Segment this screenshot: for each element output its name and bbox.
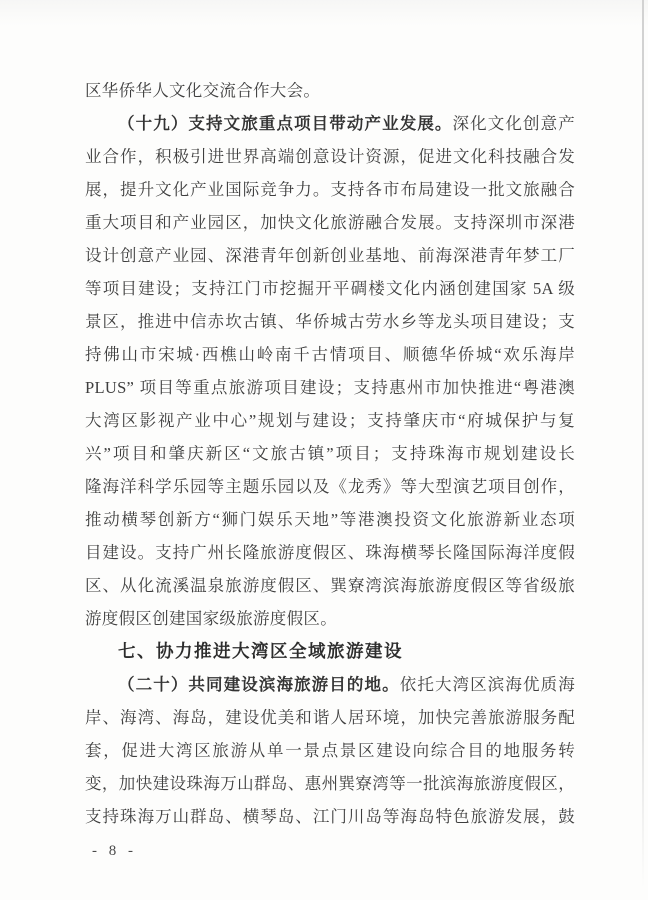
line-text: 支持珠海万山群岛、横琴岛、江门川岛等海岛特色旅游发展，鼓: [85, 807, 575, 826]
document-body: [85, 74, 575, 833]
text-line: [85, 173, 575, 206]
line-text: PLUS” 项目等重点旅游项目建设；支持惠州市加快推进“粤港澳: [85, 378, 575, 397]
line-text: 重大项目和产业园区，加快文化旅游融合发展。支持深圳市深港: [85, 213, 575, 232]
text-line: [85, 767, 575, 800]
page-edge-shadow: [642, 0, 644, 888]
text-line: [85, 569, 575, 602]
text-line: [85, 74, 575, 107]
line-text: 区、从化流溪温泉旅游度假区、巽寮湾滨海旅游度假区等省级旅: [85, 576, 575, 595]
line-text: 大湾区影视产业中心”规划与建设；支持肇庆市“府城保护与复: [85, 411, 575, 430]
text-line: [85, 239, 575, 272]
line-text: 业合作，积极引进世界高端创意设计资源，促进文化科技融合发: [85, 147, 575, 166]
paragraph-number-lead: （二十）共同建设滨海旅游目的地。: [118, 675, 400, 694]
line-text: 推动横琴创新方“狮门娱乐天地”等港澳投资文化旅游新业态项: [85, 510, 575, 529]
text-line: [85, 536, 575, 569]
line-text: 套，促进大湾区旅游从单一景点景区建设向综合目的地服务转: [85, 741, 575, 760]
line-text: 依托大湾区滨海优质海: [399, 675, 575, 694]
text-line: [85, 371, 575, 404]
text-line: [85, 305, 575, 338]
line-text: 等项目建设；支持江门市挖掘开平碉楼文化内涵创建国家 5A 级: [85, 279, 575, 298]
line-text: 景区，推进中信赤坎古镇、华侨城古劳水乡等龙头项目建设；支: [85, 312, 575, 331]
line-text: 深化文化创意产: [452, 114, 575, 133]
line-text: 岸、海湾、海岛，建设优美和谐人居环境，加快完善旅游服务配: [85, 708, 575, 727]
line-text: 持佛山市宋城·西樵山岭南千古情项目、顺德华侨城“欢乐海岸: [85, 345, 575, 364]
line-text: 兴”项目和肇庆新区“文旅古镇”项目；支持珠海市规划建设长: [85, 444, 575, 463]
scan-shading: [0, 0, 648, 26]
section-heading-text: 七、协力推进大湾区全域旅游建设: [118, 641, 403, 661]
text-line: [85, 437, 575, 470]
text-line: [85, 470, 575, 503]
text-line: [85, 701, 575, 734]
paragraph-number-lead: （十九）支持文旅重点项目带动产业发展。: [118, 114, 453, 133]
text-line: [85, 206, 575, 239]
line-text: 展，提升文化产业国际竞争力。支持各市布局建设一批文旅融合: [85, 180, 575, 199]
line-text: 区华侨华人文化交流合作大会。: [85, 81, 321, 100]
text-line: [85, 338, 575, 371]
line-text: 变，加快建设珠海万山群岛、惠州巽寮湾等一批滨海旅游度假区，: [85, 774, 575, 793]
paragraph-start-line: [85, 668, 575, 701]
line-text: 设计创意产业园、深港青年创新创业基地、前海深港青年梦工厂: [85, 246, 575, 265]
line-text: 隆海洋科学乐园等主题乐园以及《龙秀》等大型演艺项目创作，: [85, 477, 575, 496]
text-line: [85, 404, 575, 437]
line-text: 游度假区创建国家级旅游度假区。: [85, 609, 337, 628]
text-line: [85, 734, 575, 767]
text-line: [85, 272, 575, 305]
text-line: [85, 800, 575, 833]
text-line: [85, 140, 575, 173]
text-line: [85, 602, 575, 635]
text-line: [85, 503, 575, 536]
line-text: 目建设。支持广州长隆旅游度假区、珠海横琴长隆国际海洋度假: [85, 543, 575, 562]
paragraph-start-line: [85, 107, 575, 140]
page-number: - 8 -: [92, 843, 137, 859]
section-heading: [85, 635, 575, 668]
